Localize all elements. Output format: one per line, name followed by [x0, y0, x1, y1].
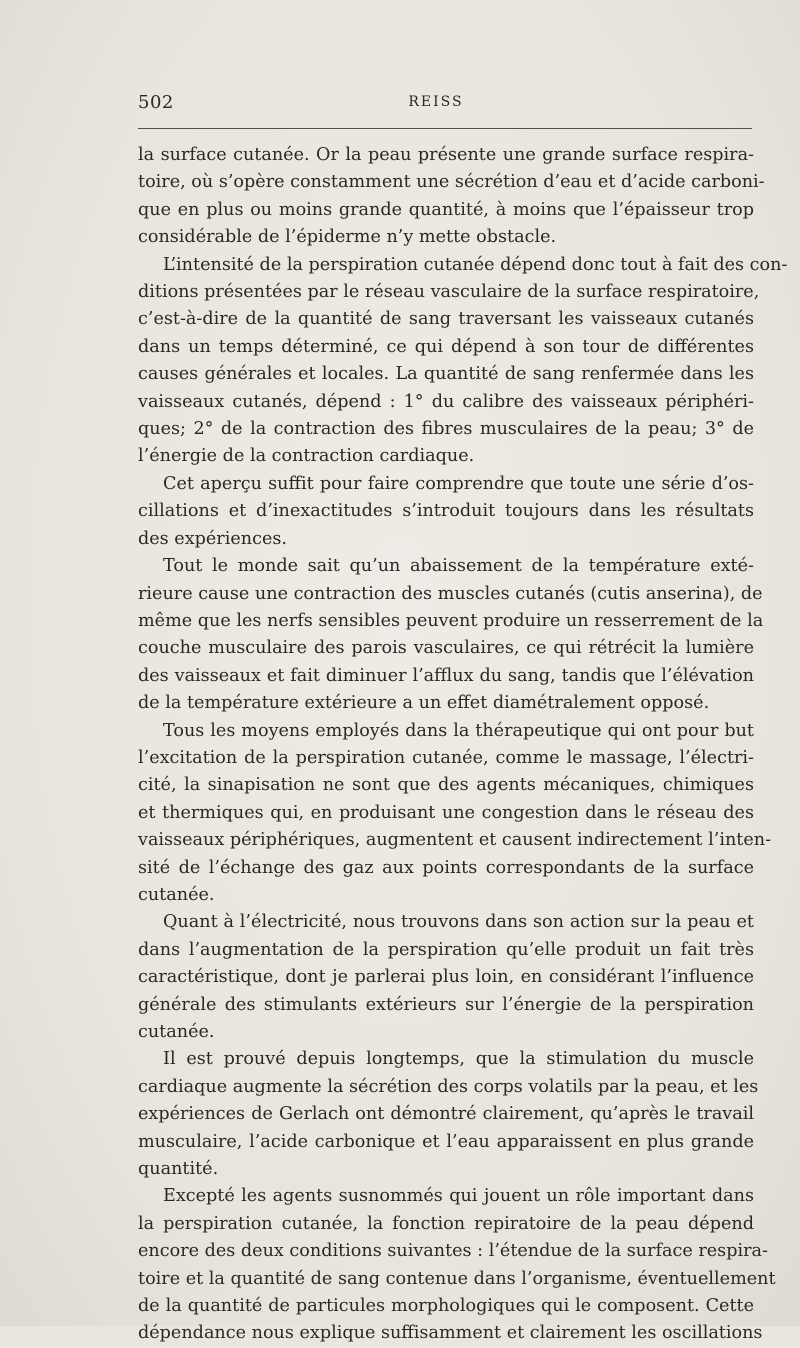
- paragraph: [138, 1046, 759, 1183]
- paragraph: [138, 718, 772, 910]
- text-line: et thermiques qui, en produisant une congestion dans le réseau des: [138, 802, 754, 823]
- text-line: cutanée.: [138, 884, 215, 905]
- text-line: de la quantité de particules morphologiques qui le composent. Cette: [138, 1296, 754, 1317]
- text-line: couche musculaire des parois vasculaires, ce qui rétrécit la lumière: [138, 638, 754, 659]
- text-line: expériences de Gerlach ont démontré clairement, qu’après le travail: [138, 1104, 754, 1125]
- text-line: Il est prouvé depuis longtemps, que la stimulation du muscle: [163, 1049, 754, 1070]
- text-line: toire, où s’opère constamment une sécrétion d’eau et d’acide carboni-: [138, 172, 765, 193]
- text-line: Excepté les agents susnommés qui jouent un rôle important dans: [163, 1186, 754, 1207]
- text-line: considérable de l’épiderme n’y mette obstacle.: [138, 227, 557, 248]
- text-line: dépendance nous explique suffisamment et clairement les oscillations: [138, 1323, 763, 1344]
- paragraph: [138, 142, 765, 252]
- text-line: vaisseaux périphériques, augmentent et causent indirectement l’inten-: [138, 830, 772, 851]
- header-rule: [138, 128, 752, 129]
- text-line: générale des stimulants extérieurs sur l’énergie de la perspiration: [138, 994, 754, 1015]
- text-line: des vaisseaux et fait diminuer l’afflux du sang, tandis que l’élévation: [138, 665, 754, 686]
- text-line: causes générales et locales. La quantité de sang renfermée dans les: [138, 364, 754, 385]
- text-line: la surface cutanée. Or la peau présente une grande surface respira-: [138, 145, 754, 165]
- text-line: des expériences.: [138, 528, 287, 549]
- text-line: cité, la sinapisation ne sont que des agents mécaniques, chimiques: [138, 775, 754, 796]
- text-line: Quant à l’électricité, nous trouvons dans son action sur la peau et: [163, 912, 754, 933]
- text-line: ques; 2° de la contraction des fibres musculaires de la peau; 3° de: [138, 419, 754, 440]
- paragraph: [138, 909, 754, 1046]
- text-line: même que les nerfs sensibles peuvent produire un resserrement de la: [138, 610, 764, 631]
- text-line: Tout le monde sait qu’un abaissement de la température exté-: [163, 556, 754, 577]
- text-line: l’excitation de la perspiration cutanée, comme le massage, l’électri-: [138, 747, 754, 768]
- text-line: caractéristique, dont je parlerai plus loin, en considérant l’influence: [138, 967, 754, 988]
- text-line: Cet aperçu suffit pour faire comprendre que toute une série d’os-: [163, 473, 754, 494]
- text-line: dans un temps déterminé, ce qui dépend à son tour de différentes: [138, 336, 754, 357]
- text-line: encore des deux conditions suivantes : l’étendue de la surface respira-: [138, 1241, 768, 1262]
- body-text: [138, 142, 788, 1348]
- text-line: que en plus ou moins grande quantité, à moins que l’épaisseur trop: [138, 199, 754, 220]
- text-line: L’intensité de la perspiration cutanée dépend donc tout à fait des con-: [163, 254, 788, 275]
- text-line: cardiaque augmente la sécrétion des corps volatils par la peau, et les: [138, 1076, 759, 1097]
- text-line: cutanée.: [138, 1022, 215, 1042]
- text-line: l’énergie de la contraction cardiaque.: [138, 446, 475, 467]
- text-line: quantité.: [138, 1159, 219, 1180]
- paragraph: [138, 553, 764, 717]
- page-number: 502: [138, 92, 174, 113]
- page-header: [138, 92, 754, 116]
- running-head: REISS: [408, 94, 464, 110]
- text-line: musculaire, l’acide carbonique et l’eau apparaissent en plus grande: [138, 1131, 754, 1152]
- text-line: dans l’augmentation de la perspiration qu’elle produit un fait très: [138, 939, 754, 960]
- text-line: de la température extérieure a un effet diamétralement opposé.: [138, 693, 710, 714]
- text-line: vaisseaux cutanés, dépend : 1° du calibre des vaisseaux périphéri-: [138, 391, 754, 412]
- text-line: c’est-à-dire de la quantité de sang traversant les vaisseaux cutanés: [138, 309, 754, 330]
- text-line: rieure cause une contraction des muscles cutanés (cutis anserina), de: [138, 583, 763, 604]
- text-line: Tous les moyens employés dans la thérapeutique qui ont pour but: [163, 720, 754, 741]
- text-line: ditions présentées par le réseau vasculaire de la surface respiratoire,: [138, 282, 760, 303]
- paragraph: [138, 471, 754, 553]
- paragraph: [138, 252, 788, 471]
- text-line: toire et la quantité de sang contenue dans l’organisme, éventuellement: [138, 1268, 776, 1289]
- text-line: sité de l’échange des gaz aux points correspondants de la surface: [138, 857, 754, 878]
- text-line: la perspiration cutanée, la fonction repiratoire de la peau dépend: [138, 1213, 754, 1234]
- paragraph: [138, 1183, 776, 1347]
- text-line: cillations et d’inexactitudes s’introduit toujours dans les résultats: [138, 501, 754, 522]
